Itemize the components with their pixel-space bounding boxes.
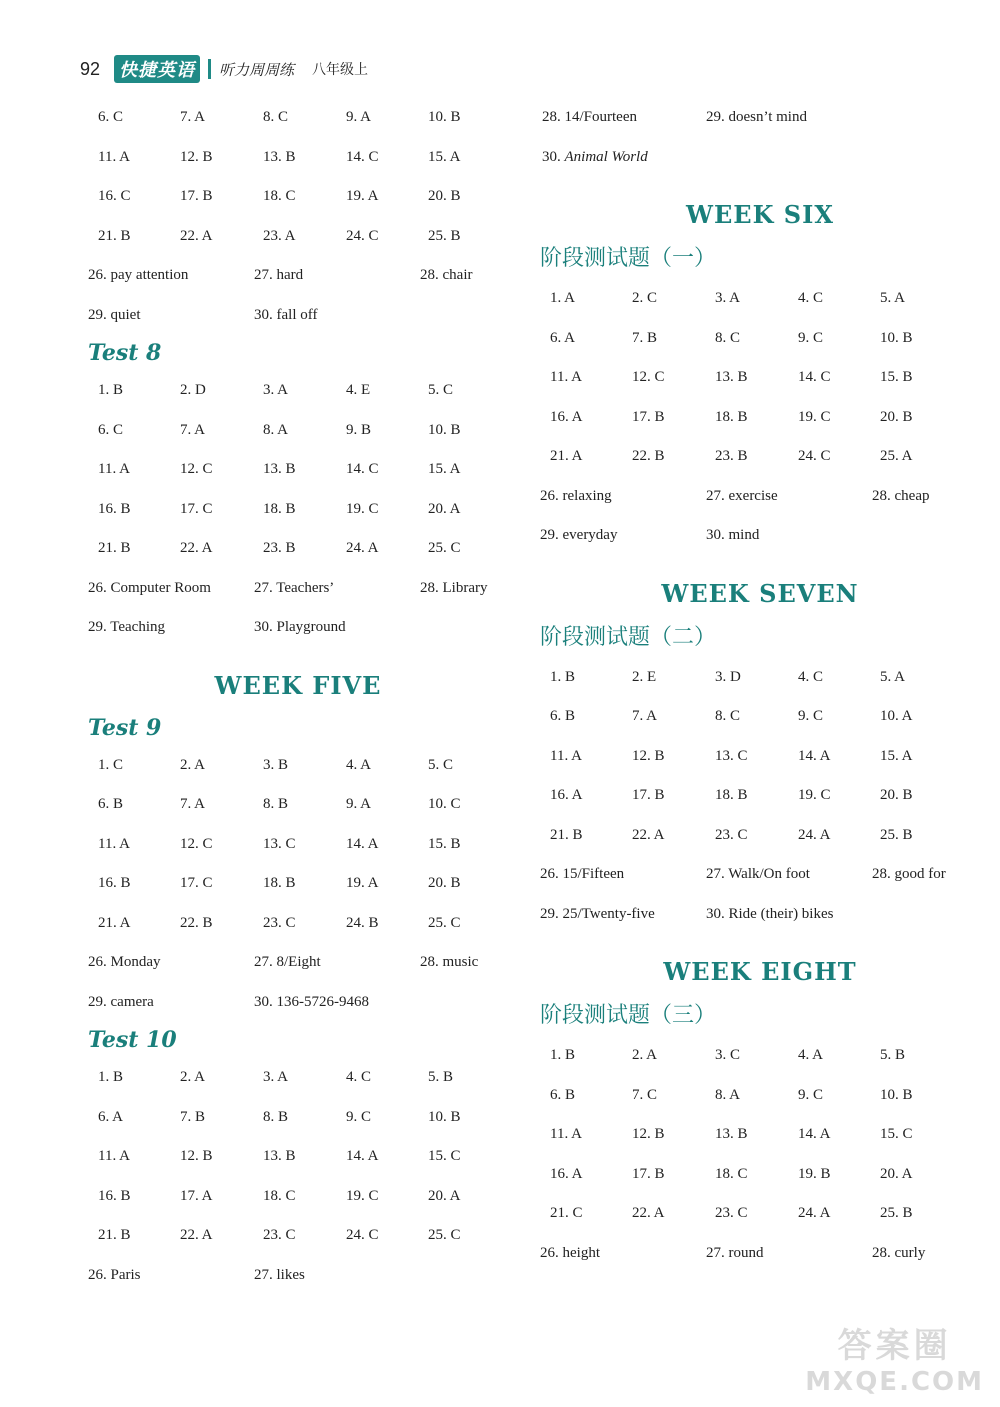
watermark-text: 答案圈 [837, 1326, 952, 1366]
answer-item: 2. A [180, 1069, 206, 1085]
answer-item: 7. A [180, 796, 206, 812]
stage-test-3-answers [540, 1036, 980, 1273]
answer-item: 16. B [98, 875, 131, 891]
answer-item: 20. A [880, 1165, 913, 1182]
answer-item: 21. B [98, 227, 131, 244]
answer-item: 19. A [346, 875, 379, 891]
answer-row [88, 1256, 508, 1296]
answer-item: 7. A [180, 421, 206, 438]
answer-item: 21. C [550, 1205, 583, 1221]
answer-item: 17. B [632, 787, 665, 803]
answer-item: 29. Teaching [88, 619, 165, 635]
answer-row [540, 895, 980, 935]
answer-row [88, 1137, 508, 1177]
answer-item: 10. C [428, 796, 461, 812]
answer-item: 8. C [263, 109, 289, 125]
answer-item: 30. Ride (their) bikes [706, 905, 834, 922]
answer-item: 12. C [180, 835, 213, 852]
answer-item: 18. B [715, 408, 748, 425]
answer-item: 17. C [180, 875, 213, 891]
answer-item: 2. A [180, 756, 206, 773]
answer-item: 9. B [346, 421, 372, 438]
answer-item: 18. C [263, 1187, 296, 1204]
answer-item: 3. A [715, 290, 741, 306]
answer-item: 10. B [428, 421, 461, 438]
answer-item: 4. C [798, 290, 824, 306]
answer-item: 5. B [880, 1047, 906, 1063]
answer-item: 15. B [880, 369, 913, 385]
answer-item: 20. B [880, 408, 913, 425]
answer-item: 20. B [428, 875, 461, 891]
answer-item: 16. B [98, 1187, 131, 1204]
answer-item: 13. C [715, 747, 748, 764]
answer-item: 26. pay attention [88, 267, 189, 283]
answer-item: 25. C [428, 914, 461, 931]
answer-item: 29. quiet [88, 306, 141, 323]
answer-item: 3. B [263, 756, 289, 773]
answer-item: 4. A [798, 1047, 824, 1063]
stage-test-1-heading: 阶段测试题（一） [540, 246, 717, 271]
answer-row [88, 825, 508, 865]
answer-item: 7. A [632, 708, 658, 724]
answer-item: 27. Walk/On foot [706, 866, 810, 882]
right-top-answers [540, 98, 980, 177]
watermark-url: MXQE.COM [805, 1367, 984, 1397]
answer-item: 26. Monday [88, 954, 161, 970]
answer-item: 28. 14/Fourteen [542, 109, 637, 125]
right-column [540, 98, 980, 1273]
answer-row [540, 658, 980, 698]
answer-item: 4. E [346, 382, 371, 398]
answer-item: 25. C [428, 1227, 461, 1243]
answer-row [540, 516, 980, 556]
answer-item: 28. curly [872, 1244, 926, 1261]
answer-row [540, 855, 980, 895]
answer-item: 4. C [346, 1069, 372, 1085]
answer-item: 23. C [715, 826, 748, 843]
answer-item: 11. A [550, 1126, 582, 1142]
answer-row [88, 746, 508, 786]
answer-row [540, 138, 980, 178]
answer-row [540, 1115, 980, 1155]
test-8-heading: Test 8 [88, 340, 162, 366]
answer-item: 26. relaxing [540, 487, 612, 504]
answer-item: 15. A [428, 148, 461, 165]
answer-row [540, 319, 980, 359]
answer-number: 30. [542, 148, 565, 165]
answer-item: 15. A [428, 461, 461, 477]
week-seven-heading: WEEK SEVEN [661, 578, 859, 608]
answer-item: 5. A [880, 668, 906, 685]
answer-item: 25. B [428, 227, 461, 244]
answer-item: 22. A [180, 1227, 213, 1243]
answer-item: 5. C [428, 382, 454, 398]
answer-item: 21. B [98, 540, 131, 556]
answer-item-italic: Animal World [564, 148, 648, 165]
answer-row [88, 371, 508, 411]
answer-item: 18. B [715, 787, 748, 803]
answer-row [540, 776, 980, 816]
answer-item: 10. B [880, 329, 913, 346]
answer-item: 24. A [798, 826, 831, 843]
answer-item: 4. A [346, 756, 372, 773]
answer-item: 13. B [263, 461, 296, 477]
answer-item: 17. B [180, 188, 213, 204]
answer-item: 19. B [798, 1165, 831, 1182]
answer-item: 1. B [550, 668, 576, 685]
answer-item: 14. A [798, 747, 831, 764]
answer-item: 3. D [715, 668, 741, 685]
answer-item: 6. C [98, 421, 124, 438]
answer-row [88, 98, 508, 138]
answer-item: 12. B [180, 1148, 213, 1164]
answer-item: 7. B [180, 1108, 206, 1125]
answer-item: 14. C [346, 148, 379, 165]
page-number: 92 [80, 58, 101, 79]
answer-item: 13. C [263, 835, 296, 852]
week-five-heading: WEEK FIVE [214, 670, 382, 700]
answer-item: 6. B [98, 796, 124, 812]
answer-row [88, 296, 508, 336]
answer-item: 12. B [180, 148, 213, 165]
answer-item: 5. B [428, 1069, 454, 1085]
answer-row [88, 1177, 508, 1217]
left-top-answers [88, 98, 508, 335]
left-column [88, 98, 508, 1295]
answer-item: 25. C [428, 540, 461, 556]
watermark [805, 1318, 984, 1397]
answer-item: 9. C [798, 708, 824, 724]
answer-item: 12. C [632, 369, 665, 385]
answer-item: 29. camera [88, 993, 154, 1010]
answer-item: 15. B [428, 835, 461, 852]
answer-row [88, 785, 508, 825]
page-header [80, 56, 368, 82]
answer-item: 20. B [880, 787, 913, 803]
answer-item: 18. B [263, 500, 296, 517]
answer-item: 19. C [798, 408, 831, 425]
answer-item: 22. B [180, 914, 213, 931]
answer-item: 26. 15/Fifteen [540, 866, 625, 882]
answer-item: 10. A [880, 708, 913, 724]
answer-item: 16. A [550, 1165, 583, 1182]
answer-item: 19. A [346, 188, 379, 204]
answer-item: 21. A [550, 448, 583, 464]
answer-item: 27. Teachers’ [254, 579, 335, 596]
answer-item: 23. A [263, 227, 296, 244]
answer-row [88, 864, 508, 904]
answer-item: 24. B [346, 914, 379, 931]
brand-logo: 快捷英语 [114, 55, 200, 83]
answer-item: 14. A [346, 835, 379, 852]
answer-item: 2. D [180, 382, 206, 398]
answer-item: 26. Computer Room [88, 579, 211, 596]
answer-item: 13. B [263, 1148, 296, 1164]
answer-item: 12. B [632, 1126, 665, 1142]
answer-row [88, 569, 508, 609]
answer-item: 14. A [798, 1126, 831, 1142]
answer-row [88, 1216, 508, 1256]
answer-item: 23. B [715, 448, 748, 464]
answer-row [88, 177, 508, 217]
answer-item: 27. exercise [706, 487, 778, 504]
answer-row [540, 1076, 980, 1116]
answer-item: 2. E [632, 668, 657, 685]
answer-item: 20. B [428, 188, 461, 204]
answer-item: 13. B [263, 148, 296, 165]
answer-row [540, 816, 980, 856]
answer-item: 18. C [715, 1165, 748, 1182]
answer-item: 7. C [632, 1086, 658, 1103]
answer-item: 5. A [880, 290, 906, 306]
answer-item: 21. B [550, 826, 583, 843]
test-10-heading: Test 10 [88, 1027, 177, 1053]
answer-row [540, 98, 980, 138]
answer-item: 19. C [798, 787, 831, 803]
answer-item: 29. everyday [540, 527, 618, 543]
answer-item: 1. A [550, 290, 576, 306]
stage-test-2-answers [540, 658, 980, 935]
answer-item: 15. C [880, 1126, 913, 1142]
answer-item: 16. B [98, 500, 131, 517]
answer-item: 7. B [632, 329, 658, 346]
answer-item: 6. C [98, 109, 124, 125]
answer-item: 6. A [98, 1108, 124, 1125]
answer-item: 28. cheap [872, 487, 930, 504]
header-divider [208, 59, 211, 79]
answer-item: 15. A [880, 747, 913, 764]
answer-item: 29. 25/Twenty-five [540, 905, 655, 922]
answer-item: 8. C [715, 708, 741, 724]
answer-item: 16. C [98, 188, 131, 204]
answer-item: 9. A [346, 796, 372, 812]
answer-item: 8. B [263, 796, 289, 812]
answer-item: 11. A [98, 148, 130, 165]
answer-item: 15. C [428, 1148, 461, 1164]
answer-item: 24. A [798, 1205, 831, 1221]
test-9-heading: Test 9 [88, 714, 162, 741]
answer-item: 27. 8/Eight [254, 954, 321, 970]
answer-item: 3. A [263, 1069, 289, 1085]
answer-row [88, 217, 508, 257]
answer-item: 4. C [798, 668, 824, 685]
answer-item: 9. A [346, 109, 372, 125]
answer-item: 22. A [632, 1205, 665, 1221]
test-8-answers [88, 371, 508, 648]
answer-item: 28. chair [420, 267, 473, 283]
answer-row [540, 1234, 980, 1274]
answer-item: 13. B [715, 1126, 748, 1142]
answer-item: 6. A [550, 329, 576, 346]
answer-item: 25. B [880, 826, 913, 843]
answer-row [88, 138, 508, 178]
answer-item: 5. C [428, 756, 454, 773]
answer-item: 16. A [550, 408, 583, 425]
answer-row [540, 398, 980, 438]
answer-item: 23. C [715, 1205, 748, 1221]
answer-item: 22. A [180, 227, 213, 244]
answer-item: 10. B [428, 109, 461, 125]
answer-item: 6. B [550, 1086, 576, 1103]
answer-item: 22. A [180, 540, 213, 556]
answer-item: 2. C [632, 290, 658, 306]
answer-item: 24. C [346, 1227, 379, 1243]
answer-row [88, 1098, 508, 1138]
answer-item: 27. round [706, 1244, 764, 1261]
answer-item: 24. A [346, 540, 379, 556]
answer-item: 14. C [346, 461, 379, 477]
answer-item: 1. B [98, 1069, 124, 1085]
answer-item: 16. A [550, 787, 583, 803]
answer-item: 8. C [715, 329, 741, 346]
answer-item: 10. B [428, 1108, 461, 1125]
stage-test-3-heading: 阶段测试题（三） [540, 1003, 717, 1028]
answer-item: 24. C [346, 227, 379, 244]
answer-item: 11. A [550, 369, 582, 385]
answer-item: 14. A [346, 1148, 379, 1164]
answer-item: 11. A [98, 461, 130, 477]
answer-item: 1. C [98, 756, 124, 773]
answer-item: 30. fall off [254, 306, 318, 323]
answer-item: 23. C [263, 1227, 296, 1243]
answer-item: 30. Playground [254, 619, 346, 635]
answer-row [88, 1058, 508, 1098]
answer-row [88, 983, 508, 1023]
answer-row [540, 1155, 980, 1195]
answer-item: 9. C [798, 329, 824, 346]
test-9-answers [88, 746, 508, 1023]
answer-row [540, 437, 980, 477]
answer-item: 6. B [550, 708, 576, 724]
answer-item: 3. A [263, 382, 289, 398]
answer-item: 22. A [632, 826, 665, 843]
answer-item: 20. A [428, 500, 461, 517]
answer-item: 27. hard [254, 267, 304, 283]
answer-item: 28. Library [420, 579, 488, 596]
answer-row [88, 256, 508, 296]
answer-item: 29. doesn’t mind [706, 109, 807, 125]
answer-item: 27. likes [254, 1266, 305, 1283]
answer-row [88, 490, 508, 530]
answer-item: 17. B [632, 1165, 665, 1182]
answer-item: 11. A [550, 747, 582, 764]
answer-item: 17. C [180, 500, 213, 517]
answer-row [540, 737, 980, 777]
test-10-answers [88, 1058, 508, 1295]
answer-item: 20. A [428, 1187, 461, 1204]
answer-item: 18. C [263, 188, 296, 204]
answer-row [540, 477, 980, 517]
answer-item: 24. C [798, 448, 831, 464]
answer-item: 28. good for [872, 866, 946, 882]
answer-item: 3. C [715, 1047, 741, 1063]
answer-row [88, 529, 508, 569]
answer-row [88, 608, 508, 648]
answer-item: 17. A [180, 1187, 213, 1204]
answer-row [88, 904, 508, 944]
answer-item: 26. Paris [88, 1266, 141, 1283]
answer-item: 26. height [540, 1244, 600, 1261]
answer-row [88, 450, 508, 490]
answer-row [540, 1036, 980, 1076]
answer-item: 8. B [263, 1108, 289, 1125]
answer-item: 18. B [263, 875, 296, 891]
answer-item: 30. mind [706, 527, 760, 543]
answer-row [540, 279, 980, 319]
answer-item: 12. B [632, 747, 665, 764]
answer-item: 23. C [263, 914, 296, 931]
answer-item: 19. C [346, 500, 379, 517]
answer-item: 10. B [880, 1086, 913, 1103]
answer-item: 19. C [346, 1187, 379, 1204]
answer-item: 25. A [880, 448, 913, 464]
answer-row [540, 358, 980, 398]
answer-row [88, 411, 508, 451]
answer-item: 21. B [98, 1227, 131, 1243]
answer-item: 8. A [263, 421, 289, 438]
answer-item: 11. A [98, 1148, 130, 1164]
answer-row [540, 697, 980, 737]
answer-item: 21. A [98, 914, 131, 931]
answer-item: 9. C [346, 1108, 372, 1125]
grade-label: 八年级上 [312, 62, 369, 78]
answer-item: 14. C [798, 369, 831, 385]
answer-item: 12. C [180, 461, 213, 477]
series-title: 听力周周练 [219, 60, 295, 79]
answer-item: 13. B [715, 369, 748, 385]
answer-item: 17. B [632, 408, 665, 425]
week-eight-heading: WEEK EIGHT [663, 957, 857, 986]
stage-test-1-answers [540, 279, 980, 556]
answer-item: 1. B [98, 382, 124, 398]
answer-item: 2. A [632, 1047, 658, 1063]
stage-test-2-heading: 阶段测试题（二） [540, 624, 717, 650]
answer-row [88, 943, 508, 983]
answer-item: 25. B [880, 1205, 913, 1221]
week-six-heading: WEEK SIX [686, 200, 834, 229]
answer-item: 23. B [263, 540, 296, 556]
answer-item: 22. B [632, 448, 665, 464]
answer-item: 28. music [420, 954, 479, 970]
answer-item: 11. A [98, 835, 130, 852]
answer-item: 8. A [715, 1086, 741, 1103]
answer-item: 30. 136-5726-9468 [254, 993, 369, 1010]
answer-item: 7. A [180, 109, 206, 125]
answer-row [540, 1194, 980, 1234]
answer-item: 1. B [550, 1047, 576, 1063]
answer-item: 9. C [798, 1086, 824, 1103]
